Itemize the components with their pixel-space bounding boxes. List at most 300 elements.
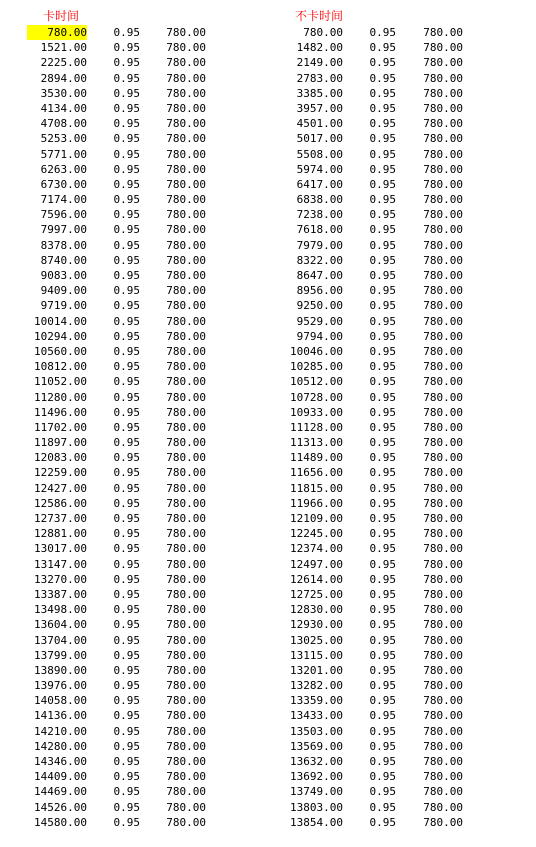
left-cell[interactable]: 14210.00 <box>34 724 87 738</box>
right-cell[interactable]: 11815.00 <box>290 481 343 495</box>
left-cell[interactable]: 780.00 <box>166 451 206 465</box>
left-cell[interactable]: 11702.00 <box>34 420 87 434</box>
right-cell[interactable]: 2783.00 <box>296 71 343 85</box>
left-cell[interactable]: 780.00 <box>166 71 206 85</box>
right-cell[interactable]: 10046.00 <box>290 344 343 358</box>
right-cell[interactable]: 0.95 <box>369 314 396 328</box>
right-cell[interactable]: 780.00 <box>423 314 463 328</box>
right-cell[interactable]: 10285.00 <box>290 360 343 374</box>
right-cell[interactable]: 780.00 <box>423 41 463 55</box>
right-cell[interactable]: 10933.00 <box>290 405 343 419</box>
right-cell[interactable]: 0.95 <box>369 815 396 829</box>
left-cell[interactable]: 2894.00 <box>40 71 87 85</box>
left-cell[interactable]: 0.95 <box>113 542 140 556</box>
right-table-title[interactable]: 不卡时间 <box>295 9 344 23</box>
right-cell[interactable]: 13503.00 <box>290 724 343 738</box>
left-cell[interactable]: 780.00 <box>166 800 206 814</box>
left-cell[interactable]: 6730.00 <box>40 177 87 191</box>
left-cell[interactable]: 0.95 <box>113 618 140 632</box>
left-cell[interactable]: 0.95 <box>113 253 140 267</box>
left-cell[interactable]: 780.00 <box>166 785 206 799</box>
left-cell[interactable]: 6263.00 <box>40 162 87 176</box>
right-cell[interactable]: 780.00 <box>423 420 463 434</box>
left-cell[interactable]: 12083.00 <box>34 451 87 465</box>
left-cell[interactable]: 780.00 <box>166 117 206 131</box>
right-cell[interactable]: 780.00 <box>423 481 463 495</box>
right-cell[interactable]: 12109.00 <box>290 512 343 525</box>
right-cell[interactable]: 780.00 <box>423 557 463 571</box>
left-cell[interactable]: 780.00 <box>166 709 206 723</box>
left-cell[interactable]: 780.00 <box>166 269 206 282</box>
left-cell[interactable]: 780.00 <box>166 284 206 298</box>
right-cell[interactable]: 11656.00 <box>290 466 343 480</box>
left-cell[interactable]: 780.00 <box>166 223 206 237</box>
left-table-title[interactable]: 卡时间 <box>43 9 80 23</box>
left-cell[interactable]: 0.95 <box>113 329 140 343</box>
right-cell[interactable]: 13749.00 <box>290 785 343 799</box>
right-cell[interactable]: 780.00 <box>423 71 463 85</box>
left-cell[interactable]: 0.95 <box>113 815 140 829</box>
right-cell[interactable]: 0.95 <box>369 496 396 510</box>
left-cell[interactable]: 4134.00 <box>40 101 87 115</box>
right-cell[interactable]: 5017.00 <box>296 132 343 146</box>
right-cell[interactable]: 0.95 <box>369 512 396 525</box>
left-cell[interactable]: 780.00 <box>166 314 206 328</box>
right-cell[interactable]: 12245.00 <box>290 527 343 541</box>
right-cell[interactable]: 12497.00 <box>290 557 343 571</box>
right-cell[interactable]: 780.00 <box>423 785 463 799</box>
right-cell[interactable]: 780.00 <box>423 436 463 450</box>
left-cell[interactable]: 13799.00 <box>34 648 87 662</box>
left-cell[interactable]: 0.95 <box>113 86 140 100</box>
right-cell[interactable]: 0.95 <box>369 253 396 267</box>
left-cell[interactable]: 0.95 <box>113 679 140 693</box>
left-cell[interactable]: 10560.00 <box>34 344 87 358</box>
right-cell[interactable]: 780.00 <box>423 147 463 161</box>
right-cell[interactable]: 13803.00 <box>290 800 343 814</box>
right-cell[interactable]: 0.95 <box>369 770 396 784</box>
left-cell[interactable]: 0.95 <box>113 223 140 237</box>
right-cell[interactable]: 10728.00 <box>290 390 343 404</box>
left-cell[interactable]: 13387.00 <box>34 587 87 601</box>
right-cell[interactable]: 0.95 <box>369 208 396 222</box>
left-cell[interactable]: 9719.00 <box>40 299 87 313</box>
right-cell[interactable]: 0.95 <box>369 800 396 814</box>
right-cell[interactable]: 780.00 <box>423 755 463 768</box>
right-cell[interactable]: 0.95 <box>369 299 396 313</box>
right-cell[interactable]: 0.95 <box>369 739 396 753</box>
right-cell[interactable]: 12830.00 <box>290 603 343 617</box>
left-cell[interactable]: 3530.00 <box>40 86 87 100</box>
left-cell[interactable]: 0.95 <box>113 436 140 450</box>
left-cell[interactable]: 9083.00 <box>40 269 87 282</box>
left-cell[interactable]: 0.95 <box>113 117 140 131</box>
left-cell[interactable]: 4708.00 <box>40 117 87 131</box>
left-cell[interactable]: 14136.00 <box>34 709 87 723</box>
left-cell[interactable]: 0.95 <box>113 451 140 465</box>
left-cell[interactable]: 0.95 <box>113 375 140 389</box>
left-cell[interactable]: 780.00 <box>166 193 206 207</box>
left-cell[interactable]: 780.00 <box>166 26 206 39</box>
left-cell[interactable]: 780.00 <box>166 132 206 146</box>
right-cell[interactable]: 8956.00 <box>296 284 343 298</box>
left-cell[interactable]: 780.00 <box>166 724 206 738</box>
left-cell[interactable]: 780.00 <box>166 375 206 389</box>
left-cell[interactable]: 13604.00 <box>34 618 87 632</box>
left-cell[interactable]: 780.00 <box>166 572 206 586</box>
left-cell[interactable]: 0.95 <box>113 238 140 252</box>
right-cell[interactable]: 780.00 <box>423 587 463 601</box>
left-cell[interactable]: 0.95 <box>113 466 140 480</box>
right-cell[interactable]: 12725.00 <box>290 587 343 601</box>
right-cell[interactable]: 0.95 <box>369 360 396 374</box>
right-cell[interactable]: 0.95 <box>369 390 396 404</box>
right-cell[interactable]: 0.95 <box>369 618 396 632</box>
left-cell[interactable]: 780.00 <box>166 405 206 419</box>
left-cell[interactable]: 780.00 <box>166 587 206 601</box>
right-cell[interactable]: 11128.00 <box>290 420 343 434</box>
left-cell[interactable]: 780.00 <box>166 648 206 662</box>
left-cell[interactable]: 0.95 <box>113 739 140 753</box>
right-cell[interactable]: 11489.00 <box>290 451 343 465</box>
left-cell[interactable]: 13147.00 <box>34 557 87 571</box>
right-cell[interactable]: 0.95 <box>369 603 396 617</box>
right-cell[interactable]: 0.95 <box>369 466 396 480</box>
left-cell[interactable]: 11897.00 <box>34 436 87 450</box>
right-cell[interactable]: 780.00 <box>303 26 343 39</box>
right-cell[interactable]: 0.95 <box>369 177 396 191</box>
right-cell[interactable]: 12614.00 <box>290 572 343 586</box>
right-cell[interactable]: 3957.00 <box>296 101 343 115</box>
right-cell[interactable]: 0.95 <box>369 572 396 586</box>
left-cell[interactable]: 13704.00 <box>34 633 87 647</box>
left-cell[interactable]: 0.95 <box>113 177 140 191</box>
right-cell[interactable]: 0.95 <box>369 405 396 419</box>
left-cell[interactable]: 0.95 <box>113 26 140 39</box>
left-cell[interactable]: 14346.00 <box>34 755 87 768</box>
right-cell[interactable]: 0.95 <box>369 71 396 85</box>
left-cell[interactable]: 13017.00 <box>34 542 87 556</box>
right-cell[interactable]: 0.95 <box>369 344 396 358</box>
right-cell[interactable]: 780.00 <box>423 177 463 191</box>
left-cell[interactable]: 0.95 <box>113 162 140 176</box>
left-cell[interactable]: 11280.00 <box>34 390 87 404</box>
left-cell[interactable]: 0.95 <box>113 557 140 571</box>
left-cell[interactable]: 0.95 <box>113 587 140 601</box>
right-cell[interactable]: 0.95 <box>369 117 396 131</box>
right-cell[interactable]: 0.95 <box>369 162 396 176</box>
left-cell[interactable]: 780.00 <box>166 755 206 768</box>
right-cell[interactable]: 780.00 <box>423 26 463 39</box>
right-cell[interactable]: 8647.00 <box>296 269 343 282</box>
right-cell[interactable]: 0.95 <box>369 284 396 298</box>
left-cell[interactable]: 0.95 <box>113 101 140 115</box>
right-cell[interactable]: 0.95 <box>369 375 396 389</box>
right-cell[interactable]: 780.00 <box>423 375 463 389</box>
right-cell[interactable]: 13854.00 <box>290 815 343 829</box>
left-cell[interactable]: 13270.00 <box>34 572 87 586</box>
right-cell[interactable]: 780.00 <box>423 709 463 723</box>
right-cell[interactable]: 3385.00 <box>296 86 343 100</box>
left-cell[interactable]: 0.95 <box>113 572 140 586</box>
right-cell[interactable]: 10512.00 <box>290 375 343 389</box>
right-cell[interactable]: 780.00 <box>423 390 463 404</box>
left-cell[interactable]: 14469.00 <box>34 785 87 799</box>
left-cell[interactable]: 12737.00 <box>34 512 87 525</box>
right-cell[interactable]: 13282.00 <box>290 679 343 693</box>
right-cell[interactable]: 0.95 <box>369 193 396 207</box>
left-cell[interactable]: 780.00 <box>166 147 206 161</box>
left-cell[interactable]: 780.00 <box>166 557 206 571</box>
left-cell[interactable]: 780.00 <box>166 344 206 358</box>
left-cell[interactable]: 780.00 <box>166 253 206 267</box>
right-cell[interactable]: 0.95 <box>369 436 396 450</box>
left-cell[interactable]: 0.95 <box>113 344 140 358</box>
right-cell[interactable]: 780.00 <box>423 663 463 677</box>
left-cell[interactable]: 0.95 <box>113 390 140 404</box>
left-cell[interactable]: 14058.00 <box>34 694 87 708</box>
left-cell[interactable]: 13976.00 <box>34 679 87 693</box>
left-cell[interactable]: 780.00 <box>166 481 206 495</box>
left-cell[interactable]: 0.95 <box>113 132 140 146</box>
right-cell[interactable]: 0.95 <box>369 147 396 161</box>
left-cell[interactable]: 0.95 <box>113 512 140 525</box>
right-cell[interactable]: 0.95 <box>369 481 396 495</box>
right-cell[interactable]: 0.95 <box>369 269 396 282</box>
right-cell[interactable]: 0.95 <box>369 223 396 237</box>
right-cell[interactable]: 6838.00 <box>296 193 343 207</box>
right-cell[interactable]: 13201.00 <box>290 663 343 677</box>
left-cell[interactable]: 14526.00 <box>34 800 87 814</box>
right-cell[interactable]: 780.00 <box>423 512 463 525</box>
left-cell[interactable]: 780.00 <box>166 603 206 617</box>
right-cell[interactable]: 0.95 <box>369 785 396 799</box>
left-cell[interactable]: 780.00 <box>166 238 206 252</box>
left-cell[interactable]: 780.00 <box>166 542 206 556</box>
left-cell[interactable]: 780.00 <box>166 663 206 677</box>
left-cell[interactable]: 12881.00 <box>34 527 87 541</box>
left-cell[interactable]: 0.95 <box>113 208 140 222</box>
left-cell[interactable]: 780.00 <box>166 299 206 313</box>
left-cell[interactable]: 0.95 <box>113 420 140 434</box>
left-cell[interactable]: 12259.00 <box>34 466 87 480</box>
left-cell[interactable]: 7174.00 <box>40 193 87 207</box>
left-cell[interactable]: 0.95 <box>113 41 140 55</box>
left-cell[interactable]: 780.00 <box>166 162 206 176</box>
right-cell[interactable]: 0.95 <box>369 26 396 39</box>
right-cell[interactable]: 780.00 <box>423 193 463 207</box>
left-cell[interactable]: 780.00 <box>166 512 206 525</box>
left-cell[interactable]: 780.00 <box>166 815 206 829</box>
right-cell[interactable]: 780.00 <box>423 648 463 662</box>
right-cell[interactable]: 5508.00 <box>296 147 343 161</box>
right-cell[interactable]: 780.00 <box>423 253 463 267</box>
left-cell[interactable]: 0.95 <box>113 755 140 768</box>
left-cell[interactable]: 2225.00 <box>40 56 87 70</box>
left-cell[interactable]: 12586.00 <box>34 496 87 510</box>
left-cell[interactable]: 0.95 <box>113 633 140 647</box>
right-cell[interactable]: 780.00 <box>423 284 463 298</box>
right-cell[interactable]: 7979.00 <box>296 238 343 252</box>
left-cell[interactable]: 0.95 <box>113 648 140 662</box>
left-cell[interactable]: 0.95 <box>113 603 140 617</box>
right-cell[interactable]: 0.95 <box>369 663 396 677</box>
right-cell[interactable]: 780.00 <box>423 542 463 556</box>
left-cell[interactable]: 10014.00 <box>34 314 87 328</box>
left-cell[interactable]: 780.00 <box>166 177 206 191</box>
left-cell[interactable]: 780.00 <box>166 770 206 784</box>
right-cell[interactable]: 13115.00 <box>290 648 343 662</box>
left-cell[interactable]: 0.95 <box>113 800 140 814</box>
right-cell[interactable]: 780.00 <box>423 815 463 829</box>
right-cell[interactable]: 0.95 <box>369 420 396 434</box>
right-cell[interactable]: 0.95 <box>369 679 396 693</box>
left-cell[interactable]: 780.00 <box>166 56 206 70</box>
right-cell[interactable]: 0.95 <box>369 648 396 662</box>
right-cell[interactable]: 780.00 <box>423 527 463 541</box>
left-cell[interactable]: 780.00 <box>166 329 206 343</box>
left-cell[interactable]: 13498.00 <box>34 603 87 617</box>
right-cell[interactable]: 11313.00 <box>290 436 343 450</box>
left-cell[interactable]: 5771.00 <box>40 147 87 161</box>
right-cell[interactable]: 0.95 <box>369 329 396 343</box>
right-cell[interactable]: 780.00 <box>423 56 463 70</box>
left-cell[interactable]: 780.00 <box>166 633 206 647</box>
right-cell[interactable]: 780.00 <box>423 739 463 753</box>
right-cell[interactable]: 0.95 <box>369 755 396 768</box>
right-cell[interactable]: 780.00 <box>423 132 463 146</box>
right-cell[interactable]: 780.00 <box>423 162 463 176</box>
left-cell[interactable]: 0.95 <box>113 496 140 510</box>
right-cell[interactable]: 8322.00 <box>296 253 343 267</box>
right-cell[interactable]: 780.00 <box>423 770 463 784</box>
right-cell[interactable]: 780.00 <box>423 344 463 358</box>
left-cell[interactable]: 1521.00 <box>40 41 87 55</box>
right-cell[interactable]: 0.95 <box>369 238 396 252</box>
right-cell[interactable]: 0.95 <box>369 41 396 55</box>
right-cell[interactable]: 13359.00 <box>290 694 343 708</box>
right-cell[interactable]: 13569.00 <box>290 739 343 753</box>
left-cell[interactable]: 0.95 <box>113 147 140 161</box>
left-cell[interactable]: 0.95 <box>113 269 140 282</box>
left-cell[interactable]: 0.95 <box>113 724 140 738</box>
right-cell[interactable]: 7238.00 <box>296 208 343 222</box>
right-cell[interactable]: 9794.00 <box>296 329 343 343</box>
right-cell[interactable]: 780.00 <box>423 572 463 586</box>
left-cell[interactable]: 0.95 <box>113 663 140 677</box>
left-cell[interactable]: 0.95 <box>113 785 140 799</box>
right-cell[interactable]: 780.00 <box>423 223 463 237</box>
left-cell[interactable]: 0.95 <box>113 694 140 708</box>
left-cell[interactable]: 780.00 <box>166 739 206 753</box>
right-cell[interactable]: 13692.00 <box>290 770 343 784</box>
right-cell[interactable]: 0.95 <box>369 542 396 556</box>
right-cell[interactable]: 780.00 <box>423 679 463 693</box>
right-cell[interactable]: 780.00 <box>423 360 463 374</box>
left-cell[interactable]: 780.00 <box>166 466 206 480</box>
right-cell[interactable]: 0.95 <box>369 86 396 100</box>
right-cell[interactable]: 780.00 <box>423 466 463 480</box>
right-cell[interactable]: 0.95 <box>369 451 396 465</box>
right-cell[interactable]: 13025.00 <box>290 633 343 647</box>
right-cell[interactable]: 9529.00 <box>296 314 343 328</box>
right-cell[interactable]: 13632.00 <box>290 755 343 768</box>
right-cell[interactable]: 0.95 <box>369 633 396 647</box>
right-cell[interactable]: 780.00 <box>423 405 463 419</box>
right-cell[interactable]: 780.00 <box>423 117 463 131</box>
right-cell[interactable]: 12930.00 <box>290 618 343 632</box>
left-cell[interactable]: 0.95 <box>113 193 140 207</box>
left-cell[interactable]: 780.00 <box>27 25 87 40</box>
right-cell[interactable]: 780.00 <box>423 299 463 313</box>
left-cell[interactable]: 780.00 <box>166 360 206 374</box>
left-cell[interactable]: 780.00 <box>166 208 206 222</box>
left-cell[interactable]: 780.00 <box>166 679 206 693</box>
left-cell[interactable]: 780.00 <box>166 86 206 100</box>
left-cell[interactable]: 0.95 <box>113 314 140 328</box>
left-cell[interactable]: 7997.00 <box>40 223 87 237</box>
right-cell[interactable]: 780.00 <box>423 86 463 100</box>
right-cell[interactable]: 780.00 <box>423 238 463 252</box>
left-cell[interactable]: 0.95 <box>113 709 140 723</box>
left-cell[interactable]: 10812.00 <box>34 360 87 374</box>
right-cell[interactable]: 2149.00 <box>296 56 343 70</box>
right-cell[interactable]: 780.00 <box>423 724 463 738</box>
right-cell[interactable]: 0.95 <box>369 56 396 70</box>
right-cell[interactable]: 780.00 <box>423 101 463 115</box>
right-cell[interactable]: 780.00 <box>423 451 463 465</box>
left-cell[interactable]: 10294.00 <box>34 329 87 343</box>
left-cell[interactable]: 7596.00 <box>40 208 87 222</box>
left-cell[interactable]: 14280.00 <box>34 739 87 753</box>
right-cell[interactable]: 780.00 <box>423 208 463 222</box>
right-cell[interactable]: 5974.00 <box>296 162 343 176</box>
left-cell[interactable]: 13890.00 <box>34 663 87 677</box>
left-cell[interactable]: 0.95 <box>113 527 140 541</box>
right-cell[interactable]: 0.95 <box>369 724 396 738</box>
right-cell[interactable]: 9250.00 <box>296 299 343 313</box>
right-cell[interactable]: 780.00 <box>423 603 463 617</box>
left-cell[interactable]: 14409.00 <box>34 770 87 784</box>
right-cell[interactable]: 780.00 <box>423 496 463 510</box>
left-cell[interactable]: 0.95 <box>113 481 140 495</box>
right-cell[interactable]: 6417.00 <box>296 177 343 191</box>
left-cell[interactable]: 0.95 <box>113 770 140 784</box>
left-cell[interactable]: 780.00 <box>166 101 206 115</box>
left-cell[interactable]: 8378.00 <box>40 238 87 252</box>
right-cell[interactable]: 4501.00 <box>296 117 343 131</box>
left-cell[interactable]: 0.95 <box>113 360 140 374</box>
right-cell[interactable]: 7618.00 <box>296 223 343 237</box>
left-cell[interactable]: 780.00 <box>166 496 206 510</box>
left-cell[interactable]: 8740.00 <box>40 253 87 267</box>
left-cell[interactable]: 12427.00 <box>34 481 87 495</box>
left-cell[interactable]: 11496.00 <box>34 405 87 419</box>
left-cell[interactable]: 780.00 <box>166 436 206 450</box>
right-cell[interactable]: 780.00 <box>423 618 463 632</box>
right-cell[interactable]: 0.95 <box>369 527 396 541</box>
left-cell[interactable]: 780.00 <box>166 618 206 632</box>
left-cell[interactable]: 9409.00 <box>40 284 87 298</box>
right-cell[interactable]: 13433.00 <box>290 709 343 723</box>
right-cell[interactable]: 0.95 <box>369 587 396 601</box>
right-cell[interactable]: 12374.00 <box>290 542 343 556</box>
right-cell[interactable]: 0.95 <box>369 694 396 708</box>
left-cell[interactable]: 0.95 <box>113 56 140 70</box>
left-cell[interactable]: 0.95 <box>113 299 140 313</box>
left-cell[interactable]: 780.00 <box>166 41 206 55</box>
left-cell[interactable]: 0.95 <box>113 284 140 298</box>
